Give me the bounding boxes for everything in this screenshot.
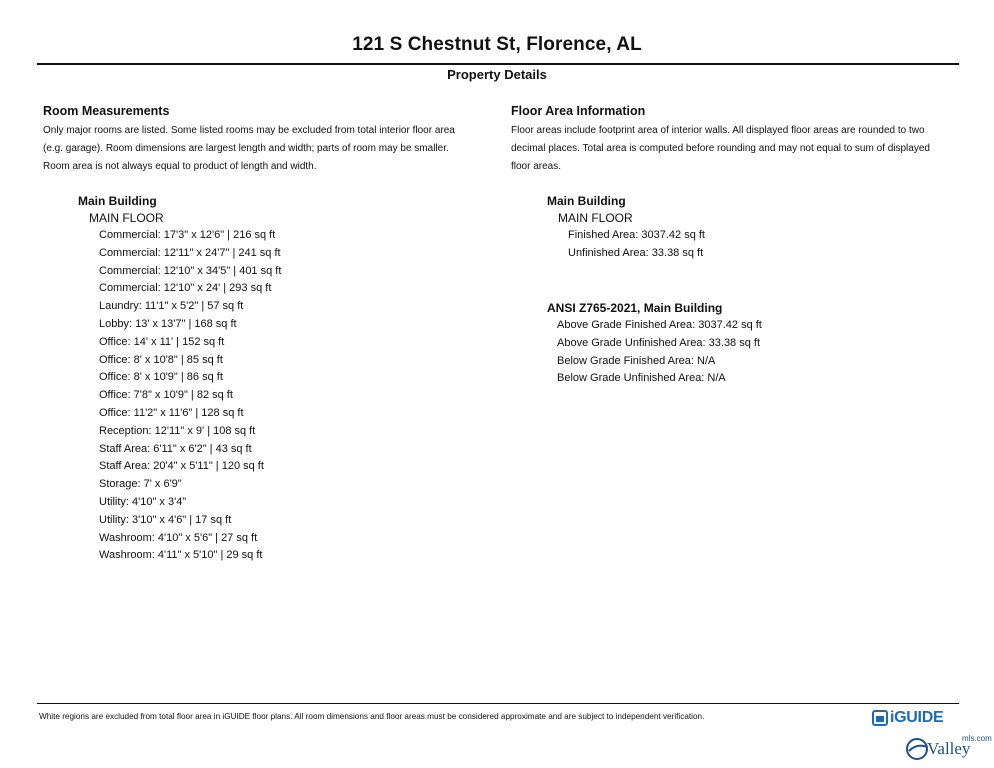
page-title: 121 S Chestnut St, Florence, AL xyxy=(352,34,642,55)
floor-area-heading: Floor Area Information xyxy=(511,104,646,118)
floor-area-section xyxy=(511,104,961,176)
room-item: Staff Area: 6'11" x 6'2" | 43 sq ft xyxy=(99,442,252,455)
room-item: Utility: 4'10" x 3'4" xyxy=(99,495,187,508)
room-measurements-note-line: Room area is not always equal to product of length and width. xyxy=(43,161,317,172)
floor-area-building: Main Building xyxy=(547,194,626,208)
ansi-item: Below Grade Unfinished Area: N/A xyxy=(557,372,726,385)
floor-area-note-line: floor areas. xyxy=(511,161,562,172)
ansi-item: Above Grade Finished Area: 3037.42 sq ft xyxy=(557,319,762,331)
room-measurements-heading: Room Measurements xyxy=(43,104,170,118)
floor-area-floor: MAIN FLOOR xyxy=(558,211,633,225)
room-item: Lobby: 13' x 13'7" | 168 sq ft xyxy=(99,317,237,330)
room-item: Washroom: 4'10" x 5'6" | 27 sq ft xyxy=(99,531,258,544)
floor-area-block xyxy=(547,192,947,263)
room-item: Office: 8' x 10'8" | 85 sq ft xyxy=(99,353,223,366)
ansi-item: Above Grade Unfinished Area: 33.38 sq ft xyxy=(557,336,761,349)
floor-area-note-line: Floor areas include footprint area of interior walls. All displayed floor areas are rounded to two xyxy=(511,125,925,136)
valley-mls-logo xyxy=(905,734,994,764)
room-item: Washroom: 4'11" x 5'10" | 29 sq ft xyxy=(99,549,263,562)
floor-area-note-line: decimal places. Total area is computed before rounding and may not equal to sum of displayed xyxy=(511,143,930,154)
room-item: Laundry: 11'1" x 5'2" | 57 sq ft xyxy=(99,300,244,313)
header-divider xyxy=(37,63,959,65)
floor-area-item: Unfinished Area: 33.38 sq ft xyxy=(568,246,704,259)
iguide-logo-icon xyxy=(872,710,888,726)
ansi-block xyxy=(547,299,947,388)
room-item: Office: 8' x 10'9" | 86 sq ft xyxy=(99,371,223,384)
room-measurements-note-line: Only major rooms are listed. Some listed rooms may be excluded from total interior floor area xyxy=(43,125,455,136)
room-list-block xyxy=(78,192,478,565)
room-item: Utility: 3'10" x 4'6" | 17 sq ft xyxy=(99,513,232,526)
room-list-floor: MAIN FLOOR xyxy=(89,211,164,225)
room-item: Commercial: 12'11" x 24'7" | 241 sq ft xyxy=(99,246,281,259)
room-item: Office: 7'8" x 10'9" | 82 sq ft xyxy=(99,389,233,402)
page-subtitle: Property Details xyxy=(447,67,547,82)
room-list-building: Main Building xyxy=(78,194,157,208)
room-measurements-section xyxy=(43,104,493,176)
ansi-item: Below Grade Finished Area: N/A xyxy=(557,354,716,367)
floor-area-item: Finished Area: 3037.42 sq ft xyxy=(568,229,705,241)
iguide-logo-text: iGUIDE xyxy=(890,709,944,726)
footer-disclaimer: White regions are excluded from total floor area in iGUIDE floor plans. All room dimensions and floor areas must be considered approximate and are subject to independent verification. xyxy=(39,712,705,721)
room-item: Commercial: 12'10" x 34'5" | 401 sq ft xyxy=(99,264,282,277)
room-item: Office: 11'2" x 11'6" | 128 sq ft xyxy=(99,406,244,419)
room-item: Office: 14' x 11' | 152 sq ft xyxy=(99,335,225,348)
room-item: Staff Area: 20'4" x 5'11" | 120 sq ft xyxy=(99,460,264,473)
room-item: Reception: 12'11" x 9' | 108 sq ft xyxy=(99,424,256,437)
footer-divider xyxy=(37,703,959,704)
valley-logo-text: Valley xyxy=(927,739,971,758)
iguide-logo xyxy=(872,709,943,727)
room-measurements-note-line: (e.g. garage). Room dimensions are largest length and width; parts of room may be smaller. xyxy=(43,143,449,154)
room-item: Commercial: 12'10" x 24' | 293 sq ft xyxy=(99,282,272,295)
room-item: Storage: 7' x 6'9" xyxy=(99,478,182,491)
room-item: Commercial: 17'3" x 12'6" | 216 sq ft xyxy=(99,229,276,241)
ansi-heading: ANSI Z765-2021, Main Building xyxy=(547,301,723,315)
valley-logo-suffix: mls.com xyxy=(962,734,992,743)
